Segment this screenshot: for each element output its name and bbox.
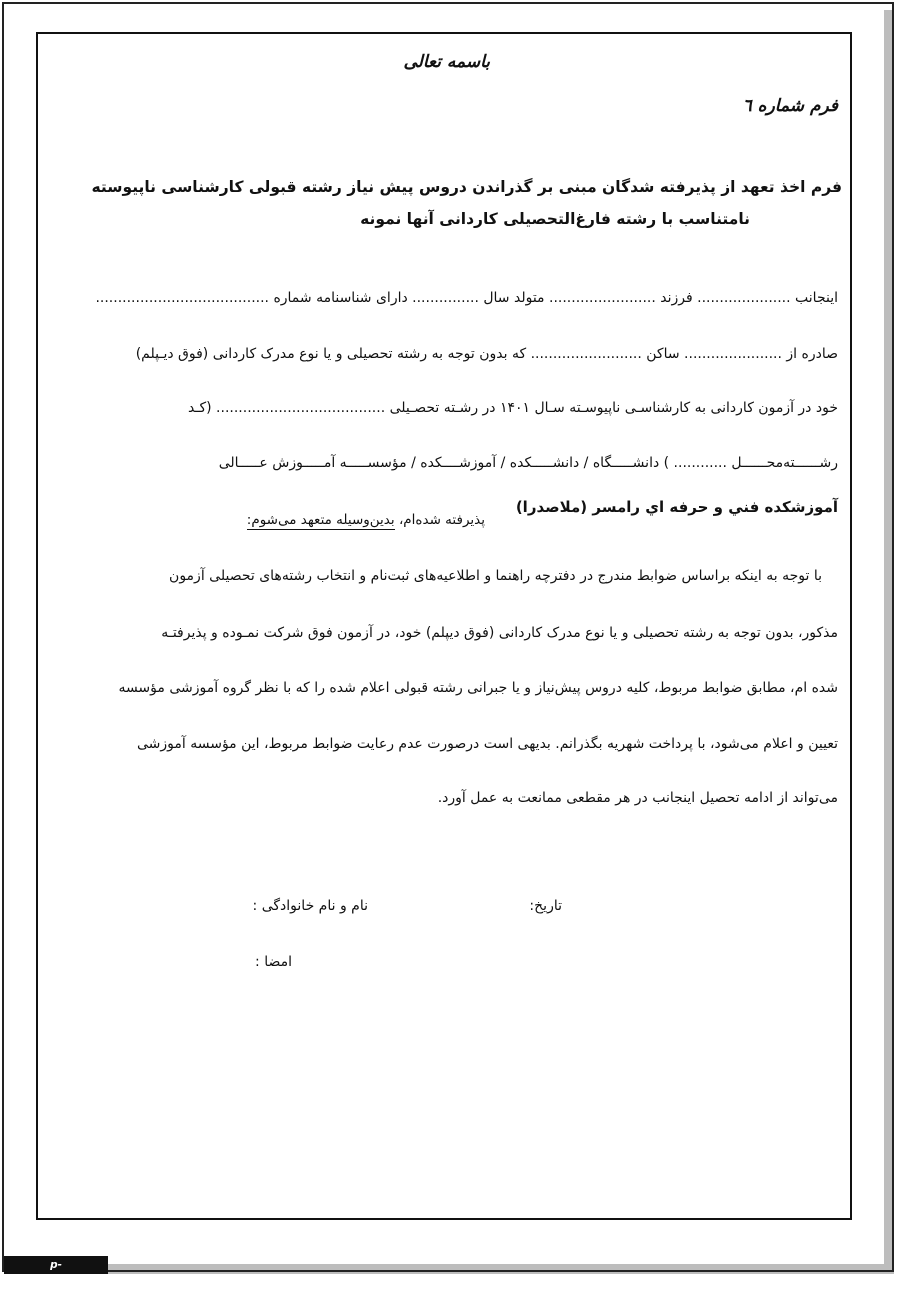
field-line-1: اینجانب ..................... فرزند ........................ متولد سال ............... دارای شناسنامه شماره .......................................	[95, 290, 838, 306]
signature-label: امضا :	[255, 954, 292, 970]
accepted-text: پذیرفته شده‌ام،	[398, 512, 485, 528]
undertaking-text: بدین‌وسیله متعهد می‌شوم:	[246, 512, 395, 528]
paragraph-line-2: مذکور، بدون توجه به رشته تحصیلی و یا نوع مدرک کاردانی (فوق دیپلم) خود، در آزمون فوق شرکت نمـوده و پذیرفتـه	[161, 625, 838, 641]
field-line-4: رشــــــته‌محــــــل ............ ) دانشـــــگاه / دانشـــــکده / آموزشــــکده / مؤسســـــه آمـــــوزش عـــــالی	[218, 455, 838, 471]
form-title-line-1: فرم اخذ تعهد از پذیرفته شدگان مبنی بر گذراندن دروس پیش نیاز رشته قبولی کارشناسی ناپیوسته	[91, 178, 842, 196]
date-label: تاریخ:	[529, 898, 562, 914]
site-url-badge: p-ramsar.tvu.ac.ir	[4, 1256, 108, 1274]
school-name-entry: آموزشکده فني و حرفه اي رامسر (ملاصدرا)	[515, 498, 838, 516]
basmala-heading: باسمه تعالی	[403, 52, 490, 72]
paragraph-line-5: می‌تواند از ادامه تحصیل اینجانب در هر مقطعی ممانعت به عمل آورد.	[437, 790, 838, 806]
paragraph-line-3: شده ام، مطابق ضوابط مربوط، کلیه دروس پیش‌نیاز و یا جبرانی رشته قبولی اعلام شده را که با نظر گروه آموزشی مؤسسه	[118, 680, 838, 696]
name-label: نام و نام خانوادگی :	[252, 898, 368, 914]
field-line-2: صادره از ...................... ساکن ......................... که بدون توجه به رشته تحصیلی و یا نوع مدرک کاردانی (فوق دیـپلم)	[135, 346, 838, 362]
form-title-line-2: نامتناسب با رشته فارغ‌التحصیلی کاردانی آنها نمونه	[360, 210, 750, 228]
field-line-3: خود در آزمون کاردانی به کارشناسـی ناپیوسـته سـال ۱۴۰۱ در رشـته تحصـیلی ...................................... (کـد	[188, 400, 838, 416]
form-number: فرم شماره ٦	[742, 96, 838, 116]
accepted-statement	[247, 512, 485, 528]
paragraph-line-4: تعیین و اعلام می‌شود، با پرداخت شهریه بگذرانم. بدیهی است درصورت عدم رعایت ضوابط مربوط، این مؤسسه آموزشی	[136, 736, 838, 752]
paragraph-line-1: با توجه به اینکه براساس ضوابط مندرج در دفترچه راهنما و اطلاعیه‌های ثبت‌نام و انتخاب رشته‌های تحصیلی آزمون	[169, 568, 822, 584]
